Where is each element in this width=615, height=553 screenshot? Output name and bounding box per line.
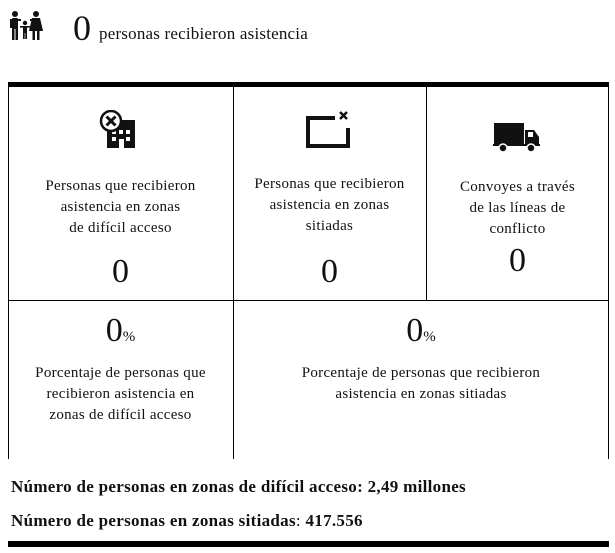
- pct-hard-to-reach-value: 0%: [105, 312, 136, 349]
- stat-hard-to-reach-label: Número de personas en zonas de difícil acceso:: [11, 477, 364, 496]
- grid-left-border: [8, 87, 9, 459]
- besieged-label: Personas que recibieron asistencia en zonas sitiadas: [254, 176, 405, 234]
- stat-besieged-value: 417.556: [305, 511, 363, 530]
- pct-besieged-value: 0%: [406, 312, 436, 349]
- total-assisted-label: personas recibieron asistencia: [99, 24, 308, 43]
- stat-besieged-separator: :: [295, 511, 301, 530]
- stat-besieged: [11, 510, 363, 532]
- besieged-value: 0: [321, 253, 338, 290]
- convoys-label: Convoyes a través de las líneas de conflicto: [459, 179, 576, 237]
- stat-hard-to-reach-value: 2,49 millones: [367, 477, 466, 496]
- bottom-divider: [8, 541, 609, 547]
- truck-icon: [493, 120, 541, 154]
- hard-to-reach-label: Personas que recibieron asistencia en zonas de difícil acceso: [45, 178, 196, 236]
- pct-hard-to-reach-label: Porcentaje de personas que recibieron asistencia en zonas de difícil acceso: [35, 365, 206, 423]
- pct-besieged-label: Porcentaje de personas que recibieron asistencia en zonas sitiadas: [301, 365, 541, 402]
- grid-row-divider: [8, 300, 609, 301]
- grid-right-border: [608, 87, 609, 459]
- top-divider: [8, 82, 609, 87]
- grid-divider-2: [426, 87, 427, 300]
- grid-divider-1: [233, 87, 234, 459]
- summary-header: [10, 8, 600, 48]
- stat-besieged-label: Número de personas en zonas sitiadas: [11, 511, 296, 530]
- building-cross-icon: [99, 110, 139, 150]
- total-assisted-count: 0: [73, 8, 91, 48]
- convoys-value: 0: [509, 242, 526, 279]
- family-icon: [10, 10, 46, 42]
- hard-to-reach-value: 0: [112, 253, 129, 290]
- blocked-area-icon: [305, 110, 351, 150]
- stat-hard-to-reach: [11, 476, 466, 498]
